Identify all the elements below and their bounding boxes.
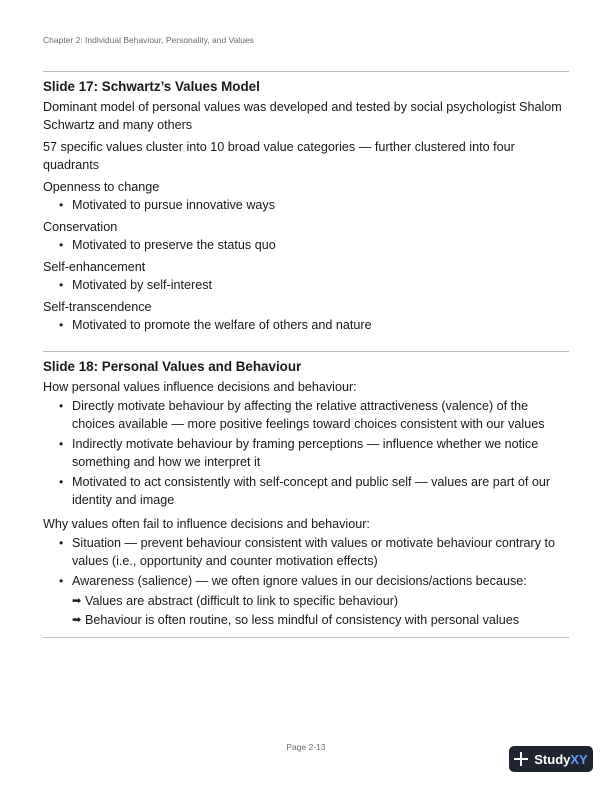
quadrant-label: Conservation [43,220,118,234]
divider-bottom [43,637,569,638]
slide-17-paragraph: 57 specific values cluster into 10 broad value categories — further clustered into four quadrants [43,140,515,172]
arrow-right-icon: ➡ [72,614,82,626]
quadrant-bullets [43,316,573,334]
slide-18-title: Slide 18: Personal Values and Behaviour [43,359,302,374]
bullet-icon: • [59,318,64,332]
slide-18-intro: How personal values influence decisions and behaviour: [43,380,357,394]
list-item: • Motivated by self-interest [59,278,212,292]
list-item: • Motivated to act consistently with self-concept and public self — values are part of our identity and image [59,475,551,507]
brand-wordmark: StudyXY [534,751,588,767]
bullet-icon: • [59,238,64,252]
list-item: • Directly motivate behaviour by affecting the relative attractiveness (valence) of the choices available — more positive feelings toward choices consistent with our values [59,399,545,431]
page-number: Page 2-13 [286,742,326,752]
bullet-icon: • [59,399,64,413]
list-item: • Awareness (salience) — we often ignore values in our decisions/actions because: [59,574,527,588]
slide-18-section [43,358,573,630]
list-item: ➡ Values are abstract (difficult to link to specific behaviour) [72,594,399,608]
divider-top [43,71,569,72]
quadrant-label: Openness to change [43,180,160,194]
list-item: • Motivated to preserve the status quo [59,238,276,252]
list-item: • Motivated to pursue innovative ways [59,198,276,212]
bullet-icon: • [59,278,64,292]
running-header: Chapter 2: Individual Behaviour, Personality, and Values [43,35,254,45]
failure-bullets [43,534,573,590]
bullet-icon: • [59,437,64,451]
list-item: • Indirectly motivate behaviour by framing perceptions — influence whether we notice something and how we interpret it [59,437,539,469]
list-item: ➡ Behaviour is often routine, so less mindful of consistency with personal values [72,613,520,627]
plus-icon [514,752,528,766]
bullet-icon: • [59,536,64,550]
divider-middle [43,351,569,352]
quadrant-bullets [43,196,573,214]
slide-18-intro: Why values often fail to influence decisions and behaviour: [43,517,370,531]
studyxy-badge[interactable] [509,746,593,772]
quadrant-label: Self-transcendence [43,300,152,314]
slide-17-paragraph: Dominant model of personal values was developed and tested by social psychologist Shalom Schwartz and many others [43,100,562,132]
slide-17-section [43,78,573,336]
bullet-icon: • [59,574,64,588]
quadrant-bullets [43,236,573,254]
list-item: • Motivated to promote the welfare of others and nature [59,318,372,332]
quadrant-label: Self-enhancement [43,260,146,274]
awareness-sub-bullets [43,592,573,629]
arrow-right-icon: ➡ [72,595,82,607]
quadrant-bullets [43,276,573,294]
bullet-icon: • [59,475,64,489]
slide-17-title: Slide 17: Schwartz’s Values Model [43,79,260,94]
influence-bullets [43,397,573,509]
list-item: • Situation — prevent behaviour consistent with values or motivate behaviour contrary to values (i.e., opportunity and counter motivation effects) [59,536,556,568]
bullet-icon: • [59,198,64,212]
